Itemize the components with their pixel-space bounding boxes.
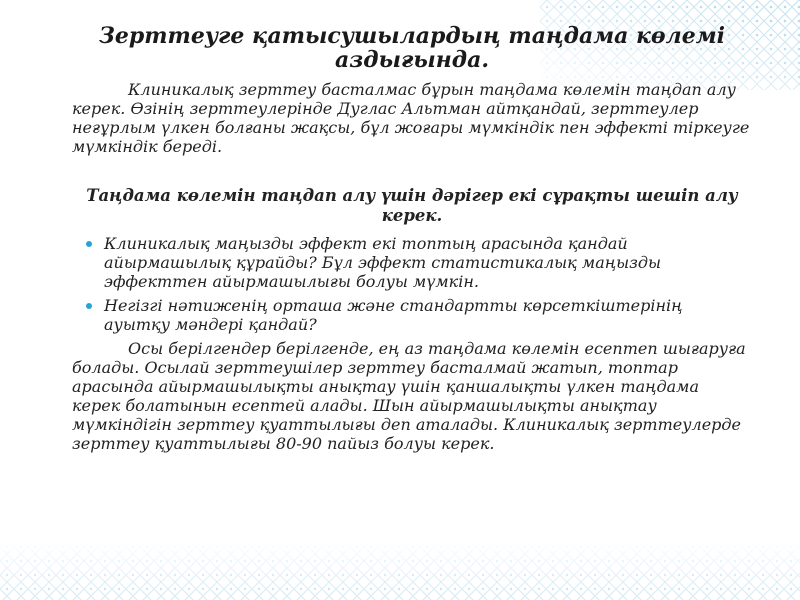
bullet-icon bbox=[86, 303, 92, 309]
bullet-icon bbox=[86, 241, 92, 247]
slide-content bbox=[72, 24, 752, 453]
bullet-list bbox=[72, 234, 752, 334]
list-item bbox=[72, 234, 752, 291]
bullet-text: Клиникалық маңызды эффект екі топтың арасында қандай айырмашылық құрайды? Бұл эффект статистикалық маңызды эффекттен айырмашылығы болуы мүмкін. bbox=[104, 234, 662, 291]
slide-title: Зерттеуге қатысушылардың таңдама көлемі аздығында. bbox=[99, 23, 725, 73]
intro-paragraph: Клиникалық зерттеу басталмас бұрын таңдама көлемін таңдап алу керек. Өзінің зерттеулерінде Дуглас Альтман айтқандай, зерттеулер неғұрлым үлкен болғаны жақсы, бұл жоғары мүмкіндік пен эффекті тіркеуге мүмкіндік береді. bbox=[72, 80, 750, 156]
bullet-text: Негізгі нәтиженің орташа және стандартты көрсеткіштерінің ауытқу мәндері қандай? bbox=[104, 296, 683, 334]
closing-paragraph: Осы берілгендер берілгенде, ең аз таңдама көлемін есептеп шығаруға болады. Осылай зерттеушілер зерттеу басталмай жатып, топтар арасында айырмашылықты анықтау үшін қаншалықты үлкен таңдама керек болатынын есептей алады. Шын айырмашылықты анықтау мүмкіндігін зерттеу қуаттылығы деп аталады. Клиникалық зерттеулерде зерттеу қуаттылығы 80-90 пайыз болуы керек. bbox=[72, 339, 746, 453]
decorative-bottom-pattern bbox=[0, 540, 800, 600]
list-item bbox=[72, 296, 752, 334]
subheading: Таңдама көлемін таңдап алу үшін дәрігер екі сұрақты шешіп алу керек. bbox=[86, 186, 738, 225]
